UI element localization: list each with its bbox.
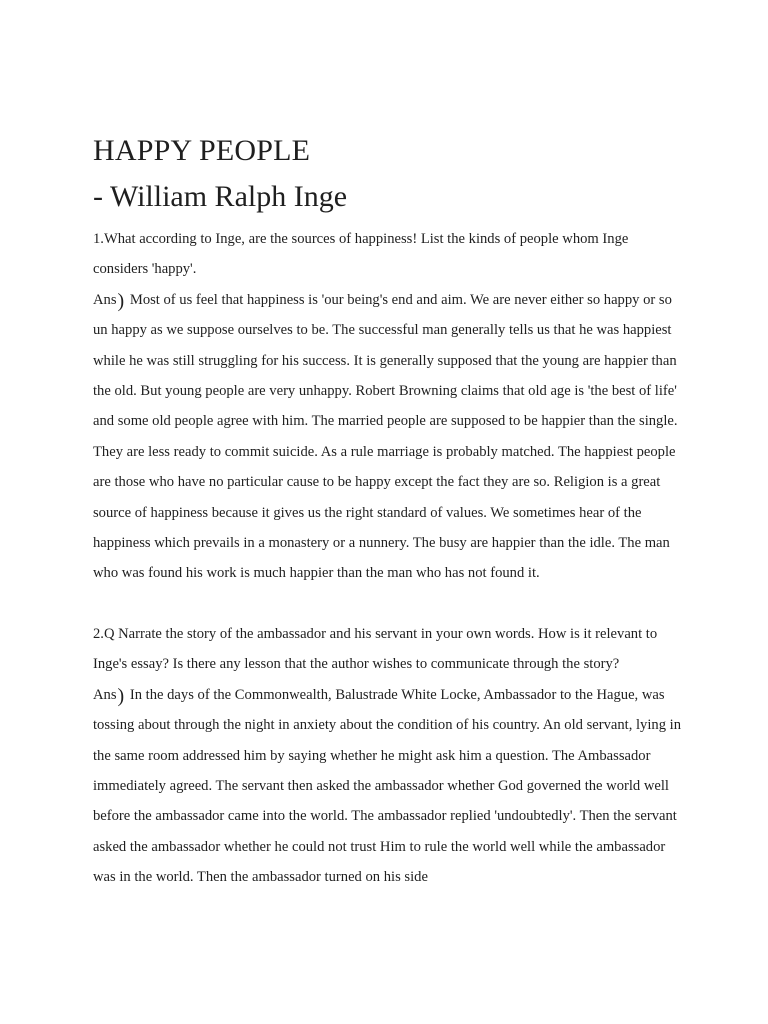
answer-2-bracket: ) (117, 684, 125, 707)
answer-1 (93, 285, 683, 589)
section-gap (93, 589, 683, 619)
answer-2-text: In the days of the Commonwealth, Balustrade White Locke, Ambassador to the Hague, was tossing about through the night in anxiety about the condition of his country. An old servant, lying in the same room addressed him by saying whether he might ask him a question. The Ambassador immediately agreed. The servant then asked the ambassador whether God governed the world well before the ambassador came into the world. The ambassador replied 'undoubtedly'. Then the servant asked the ambassador whether he could not trust Him to rule the world well while the ambassador was in the world. Then the ambassador turned on his side (93, 686, 682, 886)
answer-1-text: Most of us feel that happiness is 'our being's end and aim. We are never either so happy or so un happy as we suppose ourselves to be. The successful man generally tells us that he was happiest while he was still struggling for his success. It is generally supposed that the young are happier than the old. But young people are very unhappy. Robert Browning claims that old age is 'the best of life' and some old people agree with him. The married people are supposed to be happier than the single. They are less ready to commit suicide. As a rule marriage is probably matched. The happiest people are those who have no particular cause to be happy except the fact they are so. Religion is a great source of happiness because it gives us the right standard of values. We sometimes hear of the happiness which prevails in a monastery or a nunnery. The busy are happier than the idle. The man who was found his work is much happier than the man who has not found it. (93, 291, 678, 582)
question-1: 1.What according to Inge, are the sources of happiness! List the kinds of people whom Inge considers 'happy'. (93, 231, 629, 278)
answer-1-prefix: Ans (93, 291, 117, 308)
document-title: HAPPY PEOPLE (93, 134, 311, 167)
question-2: 2.Q Narrate the story of the ambassador and his servant in your own words. How is it relevant to Inge's essay? Is there any lesson that the author wishes to communicate through the story? (93, 625, 658, 673)
answer-2-prefix: Ans (93, 686, 117, 703)
answer-2 (93, 680, 683, 893)
document-page (93, 128, 683, 893)
document-author: - William Ralph Inge (93, 180, 348, 213)
answer-1-bracket: ) (117, 289, 125, 312)
